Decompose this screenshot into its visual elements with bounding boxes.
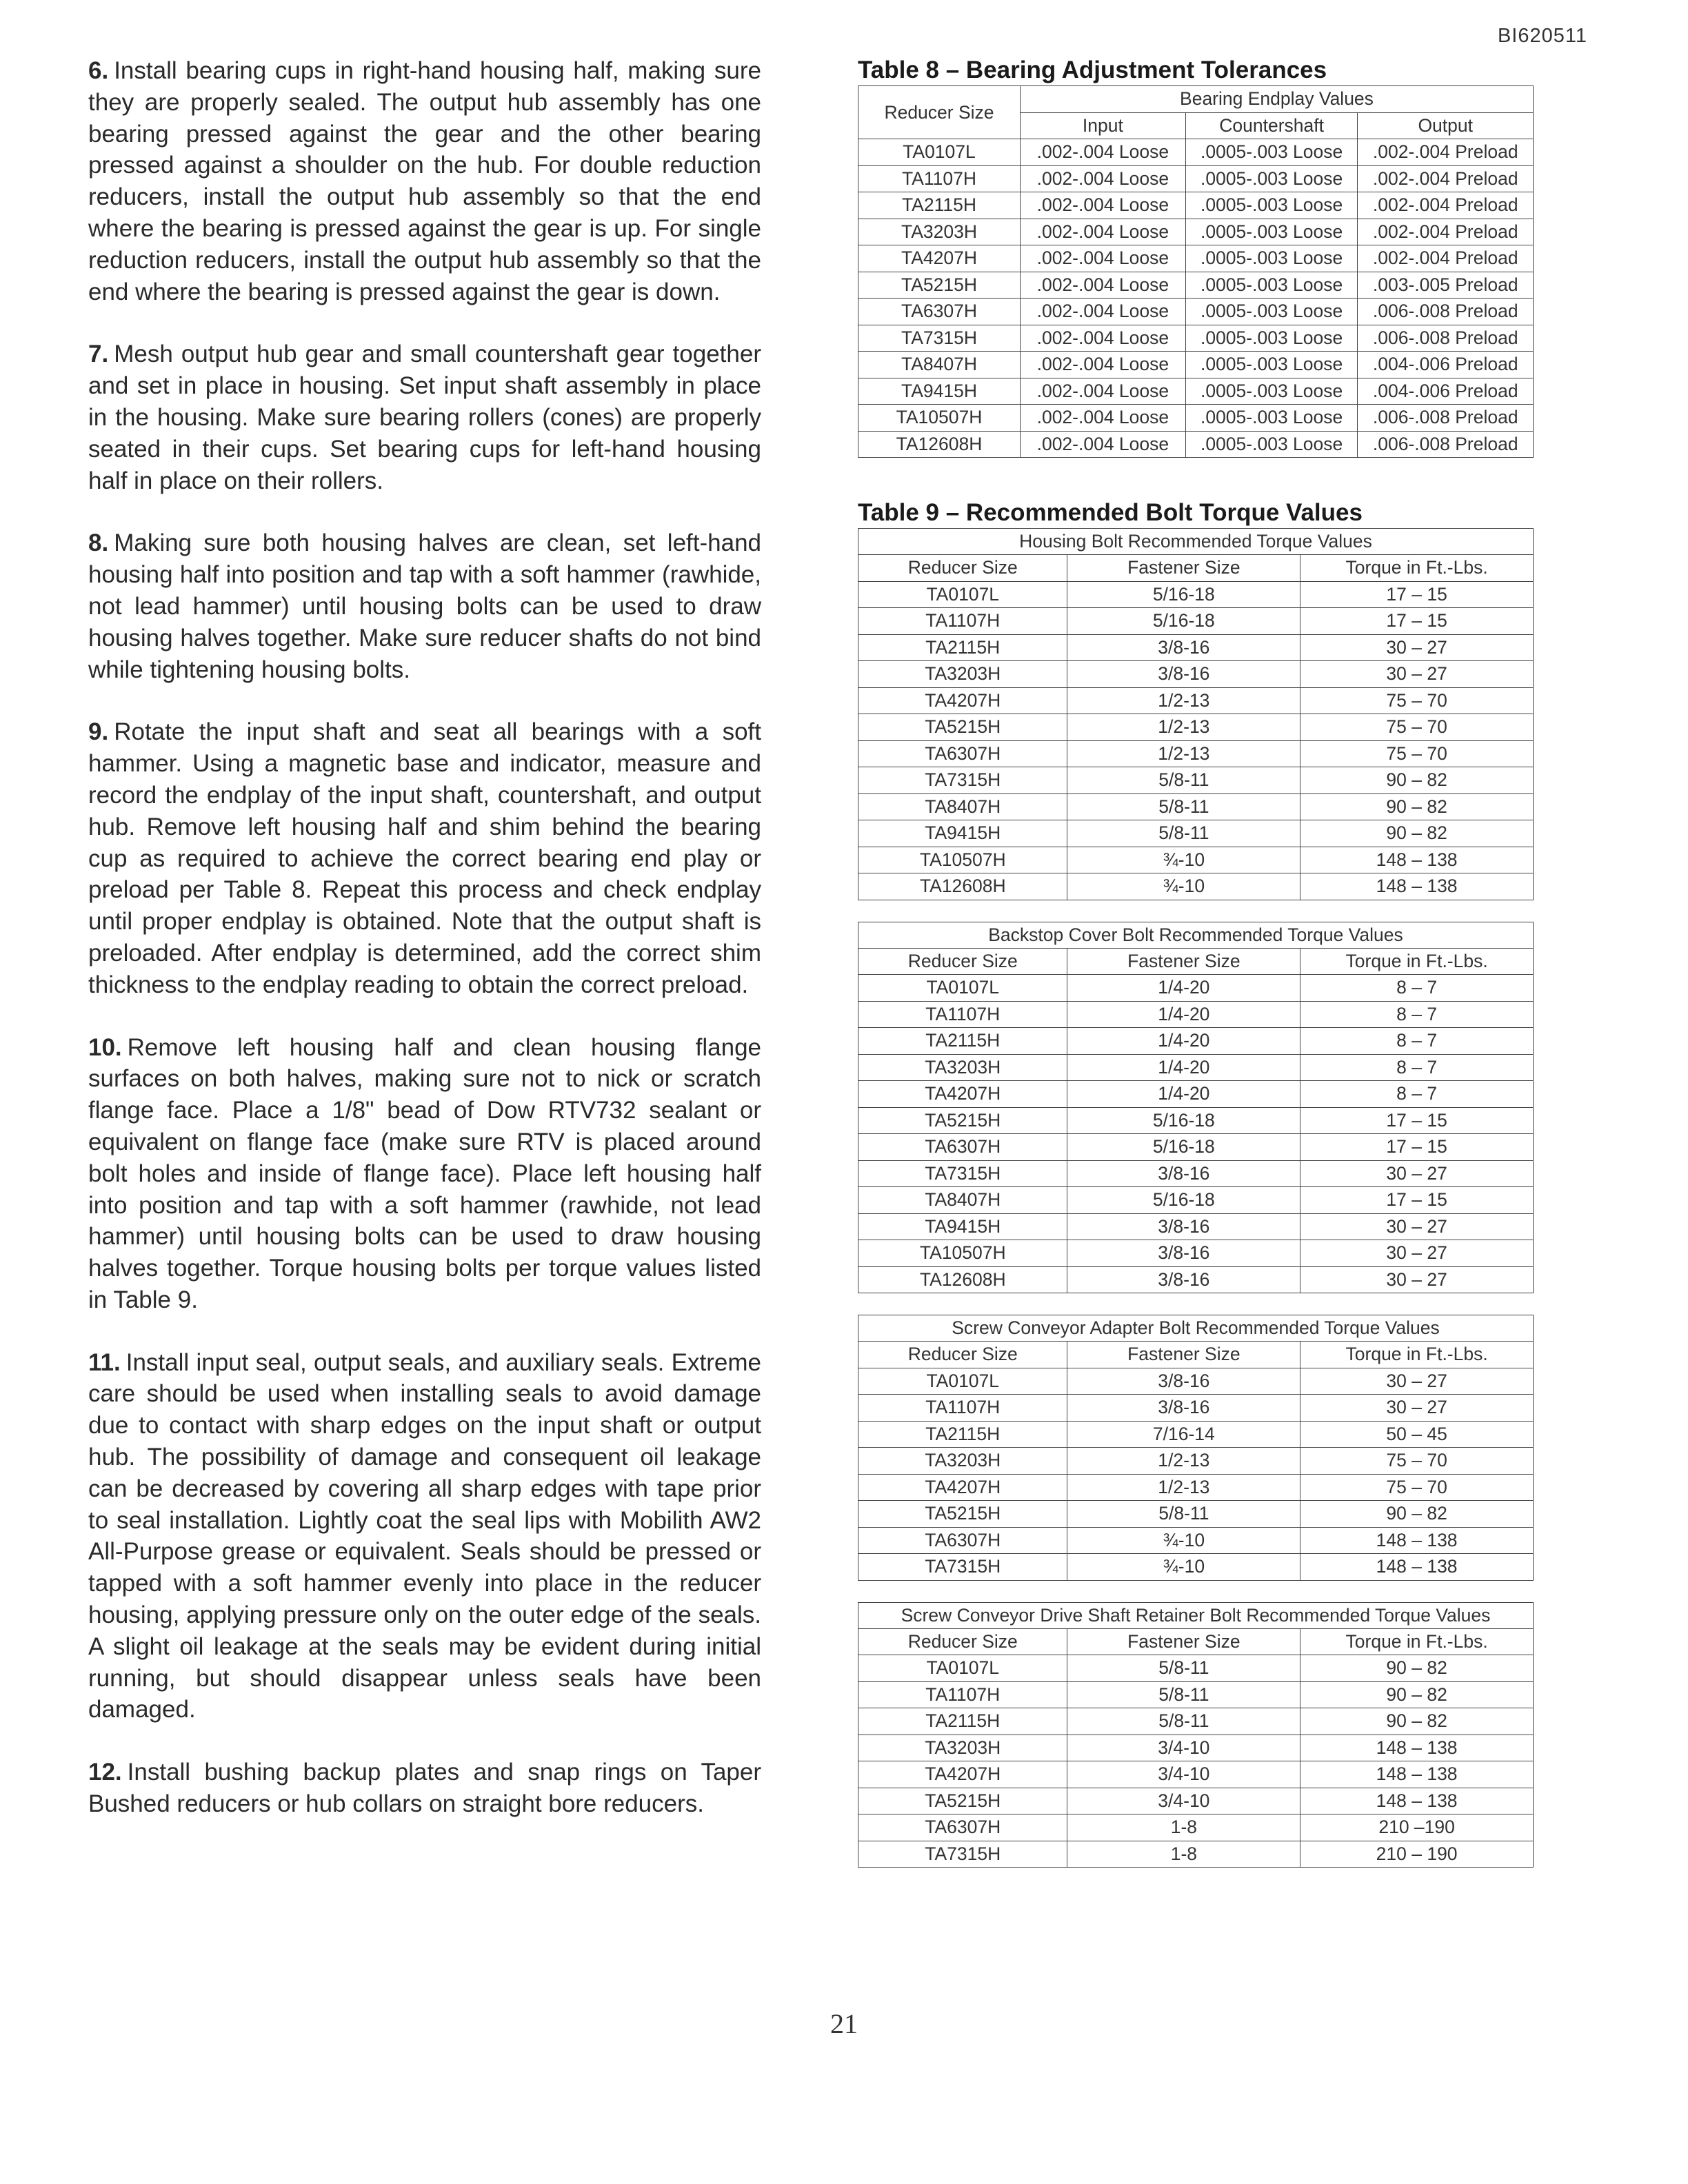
table-cell: .0005-.003 Loose [1185, 405, 1358, 432]
column-header: Torque in Ft.-Lbs. [1300, 948, 1534, 975]
table-cell: 3/8-16 [1067, 634, 1300, 661]
table-cell: .006-.008 Preload [1358, 431, 1534, 458]
table-cell: 30 – 27 [1300, 634, 1534, 661]
step-number: 10. [88, 1033, 122, 1061]
table-cell: .0005-.003 Loose [1185, 139, 1358, 166]
table-cell: .002-.004 Loose [1020, 219, 1185, 245]
table-cell: TA5215H [858, 1107, 1067, 1134]
table-cell: 3/8-16 [1067, 1368, 1300, 1395]
table-cell: .004-.006 Preload [1358, 352, 1534, 378]
table-row [858, 219, 1534, 245]
table-row [858, 405, 1534, 432]
table-row [858, 1841, 1534, 1868]
table-cell: 17 – 15 [1300, 1107, 1534, 1134]
table-cell: .0005-.003 Loose [1185, 352, 1358, 378]
table-cell: TA3203H [858, 1448, 1067, 1475]
table-cell: TA7315H [858, 767, 1067, 794]
table-row [858, 245, 1534, 272]
table-cell: TA4207H [858, 1081, 1067, 1108]
table-cell: TA3203H [858, 661, 1067, 688]
instruction-step [88, 1032, 761, 1316]
table-cell: TA4207H [858, 1474, 1067, 1501]
table-cell: TA9415H [858, 378, 1021, 405]
table-cell: 30 – 27 [1300, 1395, 1534, 1422]
table-row [858, 1681, 1534, 1708]
table-row [858, 325, 1534, 352]
step-number: 11. [88, 1348, 121, 1376]
table-row [858, 139, 1534, 166]
table-cell: 7/16-14 [1067, 1421, 1300, 1448]
step-text: Making sure both housing halves are clean, set left-hand housing half into position and tap with a soft hammer (rawhide, not lead hammer) until housing bolts can be used to draw housing halves together. Make sure reducer shafts do not bind while tightening housing bolts. [88, 529, 761, 683]
table-cell: 90 – 82 [1300, 793, 1534, 820]
table-row [858, 272, 1534, 299]
table-cell: 5/8-11 [1067, 1655, 1300, 1682]
table-cell: 3/4-10 [1067, 1761, 1300, 1788]
table-cell: 5/8-11 [1067, 1681, 1300, 1708]
table-cell: TA1107H [858, 165, 1021, 192]
column-header: Fastener Size [1067, 555, 1300, 582]
table-cell: .002-.004 Loose [1020, 165, 1185, 192]
torque-table-section [858, 922, 1534, 1294]
table-cell: 5/8-11 [1067, 1708, 1300, 1735]
table-cell: 17 – 15 [1300, 608, 1534, 635]
table-cell: 90 – 82 [1300, 1655, 1534, 1682]
torque-table-section [858, 1315, 1534, 1581]
table-row [858, 847, 1534, 873]
table-cell: TA5215H [858, 1501, 1067, 1528]
table-cell: 17 – 15 [1300, 1134, 1534, 1161]
table-cell: .002-.004 Preload [1358, 219, 1534, 245]
table-cell: 1/2-13 [1067, 714, 1300, 741]
table-cell: 210 – 190 [1300, 1841, 1534, 1868]
table-cell: TA6307H [858, 1527, 1067, 1554]
table-cell: .006-.008 Preload [1358, 405, 1534, 432]
table-row [858, 1107, 1534, 1134]
table-row [858, 1735, 1534, 1761]
table-cell: .0005-.003 Loose [1185, 165, 1358, 192]
table-cell: TA7315H [858, 1160, 1067, 1187]
table-cell: .002-.004 Preload [1358, 245, 1534, 272]
table-cell: 148 – 138 [1300, 1761, 1534, 1788]
table-cell: ¾-10 [1067, 1554, 1300, 1581]
instruction-step [88, 716, 761, 1000]
column-header: Reducer Size [858, 1342, 1067, 1368]
table-cell: 8 – 7 [1300, 1028, 1534, 1055]
table9-title: Table 9 – Recommended Bolt Torque Values [858, 499, 1363, 526]
table-cell: 148 – 138 [1300, 1554, 1534, 1581]
step-text: Remove left housing half and clean housing flange surfaces on both halves, making sure not to nick or scratch flange face. Place a 1/8" bead of Dow RTV732 sealant or equivalent on flange face (make sure RTV is placed around bolt holes and inside of flange face). Place left housing half into position and tap with a soft hammer (rawhide, not lead hammer) until housing bolts can be used to draw housing halves together. Torque housing bolts per torque values listed in Table 9. [88, 1033, 761, 1313]
table-cell: .0005-.003 Loose [1185, 272, 1358, 299]
table-cell: TA1107H [858, 1681, 1067, 1708]
table-cell: .002-.004 Loose [1020, 325, 1185, 352]
table8-col-header: Output [1358, 112, 1534, 139]
table-row [858, 793, 1534, 820]
table-row [858, 1395, 1534, 1422]
table-cell: 1/4-20 [1067, 1054, 1300, 1081]
table-cell: 3/4-10 [1067, 1788, 1300, 1814]
table-cell: 90 – 82 [1300, 820, 1534, 847]
column-header: Torque in Ft.-Lbs. [1300, 555, 1534, 582]
table-cell: 5/16-18 [1067, 1134, 1300, 1161]
table-cell: 90 – 82 [1300, 1708, 1534, 1735]
table8-bearing-tolerances [858, 85, 1534, 458]
table-row [858, 1160, 1534, 1187]
table-cell: TA6307H [858, 1134, 1067, 1161]
table-cell: TA3203H [858, 1735, 1067, 1761]
table-cell: .006-.008 Preload [1358, 325, 1534, 352]
table-row [858, 1266, 1534, 1293]
table-cell: TA10507H [858, 1240, 1067, 1267]
table-cell: 75 – 70 [1300, 714, 1534, 741]
table-cell: TA8407H [858, 352, 1021, 378]
table-cell: 90 – 82 [1300, 1681, 1534, 1708]
table-row [858, 1054, 1534, 1081]
table-cell: TA1107H [858, 1395, 1067, 1422]
column-header: Reducer Size [858, 1628, 1067, 1655]
table-row [858, 581, 1534, 608]
table-cell: .002-.004 Loose [1020, 192, 1185, 219]
table-cell: 1/2-13 [1067, 1474, 1300, 1501]
table-row [858, 767, 1534, 794]
section-caption: Screw Conveyor Adapter Bolt Recommended Torque Values [858, 1315, 1534, 1342]
table-cell: .002-.004 Preload [1358, 165, 1534, 192]
table-cell: 148 – 138 [1300, 1788, 1534, 1814]
table-row [858, 1134, 1534, 1161]
table-row [858, 1001, 1534, 1028]
table-cell: TA2115H [858, 192, 1021, 219]
table-cell: 148 – 138 [1300, 847, 1534, 873]
table-cell: TA0107L [858, 975, 1067, 1002]
table-cell: TA2115H [858, 1028, 1067, 1055]
column-header: Torque in Ft.-Lbs. [1300, 1342, 1534, 1368]
table-row [858, 1448, 1534, 1475]
table-cell: .0005-.003 Loose [1185, 325, 1358, 352]
table-cell: 30 – 27 [1300, 1368, 1534, 1395]
table-cell: 1/2-13 [1067, 1448, 1300, 1475]
table-row [858, 1788, 1534, 1814]
table-row [858, 299, 1534, 325]
table-row [858, 1081, 1534, 1108]
table-cell: .002-.004 Loose [1020, 378, 1185, 405]
table-cell: 75 – 70 [1300, 687, 1534, 714]
table-cell: TA6307H [858, 1814, 1067, 1841]
column-header: Fastener Size [1067, 1628, 1300, 1655]
table-cell: 75 – 70 [1300, 740, 1534, 767]
section-caption: Housing Bolt Recommended Torque Values [858, 529, 1534, 555]
step-text: Install bushing backup plates and snap rings on Taper Bushed reducers or hub collars on straight bore reducers. [88, 1759, 761, 1818]
table-cell: 1-8 [1067, 1841, 1300, 1868]
step-text: Rotate the input shaft and seat all bearings with a soft hammer. Using a magnetic base and indicator, measure and record the endplay of the input shaft, countershaft, and output hub. Remove left housing half and shim behind the bearing cup as required to achieve the correct bearing end play or preload per Table 8. Repeat this process and check endplay until proper endplay is obtained. Note that the output shaft is preloaded. After endplay is determined, add the correct shim thickness to the endplay reading to obtain the correct preload. [88, 718, 761, 998]
instruction-step [88, 55, 761, 307]
step-number: 6. [88, 57, 109, 84]
table-cell: .002-.004 Loose [1020, 139, 1185, 166]
table-cell: ¾-10 [1067, 873, 1300, 900]
table-cell: 5/16-18 [1067, 1107, 1300, 1134]
table-row [858, 378, 1534, 405]
table-cell: 5/8-11 [1067, 820, 1300, 847]
step-text: Mesh output hub gear and small countershaft gear together and set in place in housing. Set input shaft assembly in place in the housing. Make sure bearing rollers (cones) are properly seated in their cups. Set bearing cups for left-hand housing half in place on their rollers. [88, 341, 761, 494]
table9-sections [858, 528, 1534, 1868]
table-cell: TA9415H [858, 820, 1067, 847]
table-cell: 5/16-18 [1067, 1187, 1300, 1214]
table-cell: TA1107H [858, 608, 1067, 635]
table-cell: 1/4-20 [1067, 1028, 1300, 1055]
section-caption: Backstop Cover Bolt Recommended Torque Values [858, 922, 1534, 948]
table-cell: ¾-10 [1067, 847, 1300, 873]
table-cell: TA0107L [858, 139, 1021, 166]
table-cell: .0005-.003 Loose [1185, 245, 1358, 272]
step-number: 12. [88, 1759, 122, 1786]
instruction-step [88, 1347, 761, 1726]
table-cell: TA4207H [858, 687, 1067, 714]
table8-col-header: Input [1020, 112, 1185, 139]
table-row [858, 634, 1534, 661]
table-cell: 148 – 138 [1300, 1735, 1534, 1761]
table-cell: .002-.004 Loose [1020, 245, 1185, 272]
table-cell: 1/4-20 [1067, 975, 1300, 1002]
tables-column [858, 55, 1534, 1889]
table-row [858, 352, 1534, 378]
table-row [858, 687, 1534, 714]
table-cell: TA3203H [858, 219, 1021, 245]
table-cell: .002-.004 Preload [1358, 192, 1534, 219]
table-row [858, 431, 1534, 458]
table-cell: 210 –190 [1300, 1814, 1534, 1841]
table-cell: 3/4-10 [1067, 1735, 1300, 1761]
table-row [858, 661, 1534, 688]
table-cell: ¾-10 [1067, 1527, 1300, 1554]
torque-table-section [858, 528, 1534, 900]
table-row [858, 1708, 1534, 1735]
table-cell: 30 – 27 [1300, 1266, 1534, 1293]
table-row [858, 975, 1534, 1002]
table-cell: 8 – 7 [1300, 1081, 1534, 1108]
table-cell: 3/8-16 [1067, 1160, 1300, 1187]
column-header: Torque in Ft.-Lbs. [1300, 1628, 1534, 1655]
table-cell: 3/8-16 [1067, 1240, 1300, 1267]
table-cell: 90 – 82 [1300, 767, 1534, 794]
table-row [858, 1814, 1534, 1841]
instruction-step [88, 338, 761, 496]
table-cell: TA2115H [858, 634, 1067, 661]
table-cell: 8 – 7 [1300, 1001, 1534, 1028]
table-row [858, 608, 1534, 635]
table-cell: TA7315H [858, 1841, 1067, 1868]
table-cell: TA7315H [858, 325, 1021, 352]
table-cell: .0005-.003 Loose [1185, 299, 1358, 325]
table-cell: 30 – 27 [1300, 661, 1534, 688]
table-cell: TA2115H [858, 1708, 1067, 1735]
step-number: 9. [88, 718, 109, 746]
table8-body [858, 139, 1534, 458]
table-cell: TA0107L [858, 1655, 1067, 1682]
table-cell: TA5215H [858, 272, 1021, 299]
table-row [858, 714, 1534, 741]
table-cell: 90 – 82 [1300, 1501, 1534, 1528]
table-cell: .002-.004 Loose [1020, 352, 1185, 378]
table-row [858, 1213, 1534, 1240]
table-cell: .004-.006 Preload [1358, 378, 1534, 405]
table-cell: TA4207H [858, 1761, 1067, 1788]
table-cell: TA5215H [858, 714, 1067, 741]
table-row [858, 192, 1534, 219]
table-cell: TA0107L [858, 1368, 1067, 1395]
page-number: 21 [830, 2008, 858, 2039]
table-cell: 30 – 27 [1300, 1240, 1534, 1267]
table-cell: TA6307H [858, 299, 1021, 325]
table-cell: 8 – 7 [1300, 975, 1534, 1002]
table-cell: 1/2-13 [1067, 740, 1300, 767]
table-cell: 8 – 7 [1300, 1054, 1534, 1081]
table-cell: 148 – 138 [1300, 1527, 1534, 1554]
table-row [858, 1554, 1534, 1581]
table-cell: TA4207H [858, 245, 1021, 272]
table-cell: TA12608H [858, 873, 1067, 900]
table-cell: TA10507H [858, 847, 1067, 873]
table-row [858, 1527, 1534, 1554]
table-cell: TA8407H [858, 793, 1067, 820]
table-cell: 148 – 138 [1300, 873, 1534, 900]
table-cell: 3/8-16 [1067, 1213, 1300, 1240]
table-cell: TA10507H [858, 405, 1021, 432]
step-number: 8. [88, 529, 109, 557]
table-cell: 30 – 27 [1300, 1160, 1534, 1187]
table-cell: .0005-.003 Loose [1185, 431, 1358, 458]
torque-table-section [858, 1602, 1534, 1868]
table-cell: 50 – 45 [1300, 1421, 1534, 1448]
table-cell: TA0107L [858, 581, 1067, 608]
table-cell: TA9415H [858, 1213, 1067, 1240]
table-cell: 3/8-16 [1067, 1395, 1300, 1422]
table-cell: 5/16-18 [1067, 608, 1300, 635]
table-cell: 3/8-16 [1067, 661, 1300, 688]
instruction-step [88, 1757, 761, 1820]
table-cell: .0005-.003 Loose [1185, 219, 1358, 245]
table-cell: TA7315H [858, 1554, 1067, 1581]
table-cell: 75 – 70 [1300, 1474, 1534, 1501]
table-cell: .002-.004 Loose [1020, 405, 1185, 432]
column-header: Fastener Size [1067, 1342, 1300, 1368]
table-cell: 5/16-18 [1067, 581, 1300, 608]
table-cell: TA8407H [858, 1187, 1067, 1214]
table-row [858, 1761, 1534, 1788]
instruction-steps [88, 55, 761, 1851]
table-row [858, 1501, 1534, 1528]
table8-col-header: Countershaft [1185, 112, 1358, 139]
column-header: Reducer Size [858, 948, 1067, 975]
table-row [858, 1028, 1534, 1055]
table-row [858, 165, 1534, 192]
column-header: Reducer Size [858, 555, 1067, 582]
table-cell: 17 – 15 [1300, 1187, 1534, 1214]
table-row [858, 820, 1534, 847]
table-cell: .002-.004 Loose [1020, 272, 1185, 299]
table-cell: .002-.004 Loose [1020, 431, 1185, 458]
table-row [858, 1368, 1534, 1395]
table-row [858, 1421, 1534, 1448]
table-row [858, 1474, 1534, 1501]
table-cell: 30 – 27 [1300, 1213, 1534, 1240]
table8-reducer-header: Reducer Size [858, 86, 1021, 139]
table-row [858, 1187, 1534, 1214]
table-cell: 1/4-20 [1067, 1081, 1300, 1108]
table-cell: TA12608H [858, 431, 1021, 458]
table-cell: 1/2-13 [1067, 687, 1300, 714]
step-number: 7. [88, 341, 109, 368]
table-cell: TA5215H [858, 1788, 1067, 1814]
table-cell: 1-8 [1067, 1814, 1300, 1841]
table-row [858, 1240, 1534, 1267]
table8-title: Table 8 – Bearing Adjustment Tolerances [858, 57, 1327, 83]
table-cell: .0005-.003 Loose [1185, 192, 1358, 219]
document-id: BI620511 [1497, 25, 1587, 47]
table-cell: 5/8-11 [1067, 767, 1300, 794]
table-cell: .002-.004 Preload [1358, 139, 1534, 166]
table-cell: .003-.005 Preload [1358, 272, 1534, 299]
table-cell: 75 – 70 [1300, 1448, 1534, 1475]
table8-group-header: Bearing Endplay Values [1020, 86, 1533, 113]
section-caption: Screw Conveyor Drive Shaft Retainer Bolt Recommended Torque Values [858, 1602, 1534, 1628]
table-cell: 3/8-16 [1067, 1266, 1300, 1293]
table-cell: TA12608H [858, 1266, 1067, 1293]
table-cell: 5/8-11 [1067, 793, 1300, 820]
instruction-step [88, 527, 761, 685]
table-cell: .002-.004 Loose [1020, 299, 1185, 325]
table-cell: 1/4-20 [1067, 1001, 1300, 1028]
table-cell: TA3203H [858, 1054, 1067, 1081]
table-cell: TA1107H [858, 1001, 1067, 1028]
table-row [858, 1655, 1534, 1682]
step-text: Install bearing cups in right-hand housing half, making sure they are properly sealed. The output hub assembly has one bearing pressed against the gear and the other bearing pressed against a shoulder on the hub. For double reduction reducers, install the output hub assembly so that the end where the bearing is pressed against the gear is up. For single reduction reducers, install the output hub assembly so that the end where the bearing is pressed against the gear is down. [88, 57, 761, 305]
table-cell: 5/8-11 [1067, 1501, 1300, 1528]
column-header: Fastener Size [1067, 948, 1300, 975]
table-cell: 17 – 15 [1300, 581, 1534, 608]
table-cell: TA2115H [858, 1421, 1067, 1448]
table-cell: TA6307H [858, 740, 1067, 767]
table-cell: .006-.008 Preload [1358, 299, 1534, 325]
table-row [858, 873, 1534, 900]
table-row [858, 740, 1534, 767]
table-cell: .0005-.003 Loose [1185, 378, 1358, 405]
step-text: Install input seal, output seals, and auxiliary seals. Extreme care should be used when installing seals to avoid damage due to contact with sharp edges on the input shaft or output hub. The possibility of damage and consequent oil leakage can be decreased by covering all sharp edges with tape prior to seal installation. Lightly coat the seal lips with Mobilith AW2 All-Purpose grease or equivalent. Seals should be pressed or tapped with a soft hammer evenly into place in the reducer housing, applying pressure only on the outer edge of the seals. A slight oil leakage at the seals may be evident during initial running, but should disappear unless seals have been damaged. [88, 1348, 761, 1723]
